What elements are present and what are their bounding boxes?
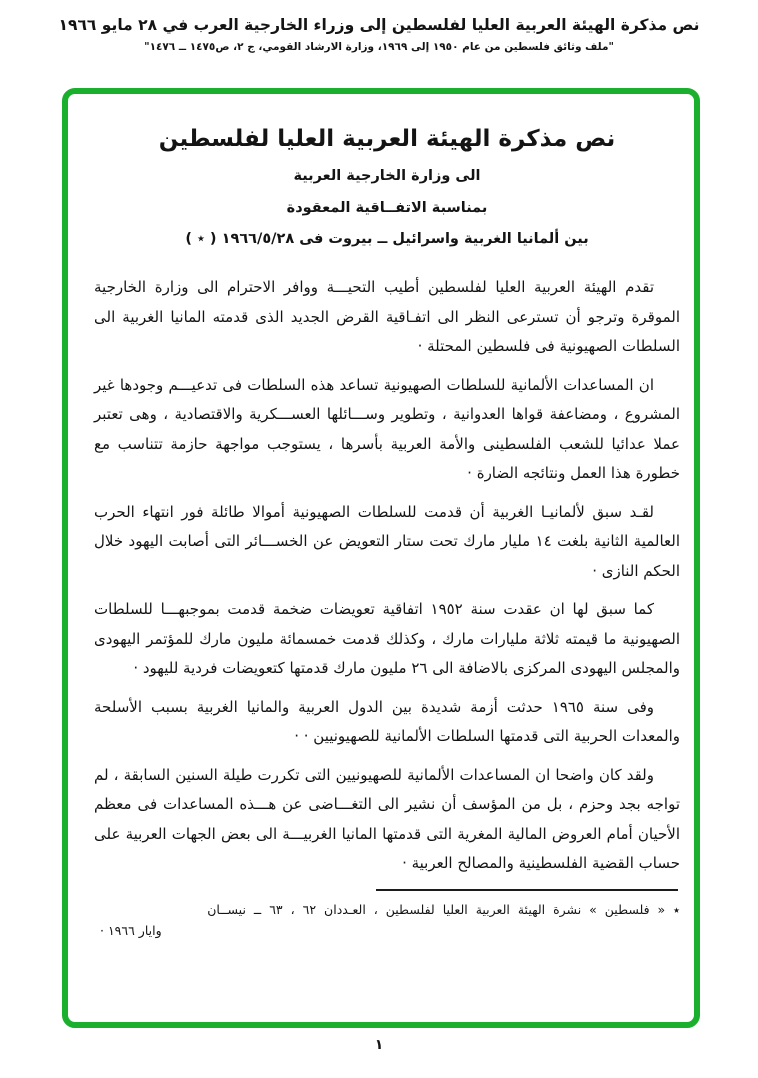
document-title: نص مذكرة الهيئة العربية العليا لفلسطين	[158, 126, 616, 152]
paragraph-4: كما سبق لها ان عقدت سنة ١٩٥٢ اتفاقية تعويضات ضخمة قدمت بموجبهـــا للسلطات الصهيونية ما قيمته ثلاثة مليارات مارك ، وكذلك قدمت خمسمائة مليون مارك للمؤتمر اليهودى والمجلس اليهودى المركزى بالاضافة الى ٢٦ مليون مارك قدمتها كتعويضات فردية لليهود ·	[94, 600, 680, 677]
document-subtitle-occasion: بمناسبة الاتفــاقية المعقودة	[286, 200, 488, 216]
page-number: ١	[374, 1037, 384, 1053]
paragraph-1: تقدم الهيئة العربية العليا لفلسطين أطيب التحيـــة ووافر الاحترام الى وزارة الخارجية الموقرة وترجو أن تسترعى النظر الى اتفـاقية القرض الجديد الذى قدمته المانيا الغربية الى السلطات الصهيونية فى فلسطين المحتلة ·	[94, 278, 680, 355]
document-content	[68, 94, 694, 1022]
document-subtitle-agreement: بين ألمانيا الغربية واسرائيل ــ بيروت فى ١٩٦٦/٥/٢٨ ( ٭ )	[185, 231, 589, 247]
header-source-citation: "ملف وثائق فلسطين من عام ١٩٥٠ إلى ١٩٦٩، وزارة الارشاد القومي، ج ٢، ص١٤٧٥ ــ ١٤٧٦"	[144, 41, 614, 53]
footnote-citation-line2: وايار ١٩٦٦ ·	[100, 922, 162, 938]
footnote	[94, 899, 680, 941]
header-title: نص مذكرة الهيئة العربية العليا لفلسطين إلى وزراء الخارجية العرب في ٢٨ مايو ١٩٦٦	[58, 16, 700, 34]
document-body	[94, 273, 680, 879]
green-document-frame	[62, 88, 700, 1028]
document-subtitle-recipient: الى وزارة الخارجية العربية	[293, 168, 481, 184]
paragraph-2: ان المساعدات الألمانية للسلطات الصهيونية تساعد هذه السلطات فى تدعيـــم وجودها غير المشروع ، ومضاعفة قواها العدوانية ، وتطوير وســـائلها العســـكرية والاقتصادية ، وهى تعتبر عملا عدائيا للشعب الفلسطينى والأمة العربية بأسرها ، يستوجب مواجهة حازمة تتناسب مع خطورة هذا العمل ونتائجه الضارة ·	[94, 375, 680, 482]
paragraph-3: لقـد سبق لألمانيـا الغربية أن قدمت للسلطات الصهيونية أموالا طائلة فور انتهاء الحرب العالمية الثانية بلغت ١٤ مليار مارك تحت ستار التعويض عن الخســـائر التى أصابت اليهود خلال الحكم النازى ·	[94, 502, 681, 580]
footnote-citation-line1: ٭ « فلسطين » نشرة الهيئة العربية العليا لفلسطين ، العـددان ٦٢ ، ٦٣ ــ نيســان	[207, 901, 680, 917]
document-header	[0, 0, 758, 53]
paragraph-6: ولقد كان واضحا ان المساعدات الألمانية للصهيونيين التى تكررت طيلة السنين السابقة ، لم تواجه بجد وحزم ، بل من المؤسف أن نشير الى التغـــاضى عن هـــذه المساعدات فى معظم الأحيان أمام العروض المالية المغرية التى قدمتها المانيا الغربيـــة الى بعض الجهات العربية على حساب القضية الفلسطينية والمصالح العربية ·	[94, 765, 680, 872]
paragraph-5: وفى سنة ١٩٦٥ حدثت أزمة شديدة بين الدول العربية والمانيا الغربية بسبب الأسلحة والمعدات الحربية التى قدمتها السلطات الألمانية للصهيونيين · ·	[94, 697, 680, 745]
footnote-separator-line	[376, 889, 678, 891]
